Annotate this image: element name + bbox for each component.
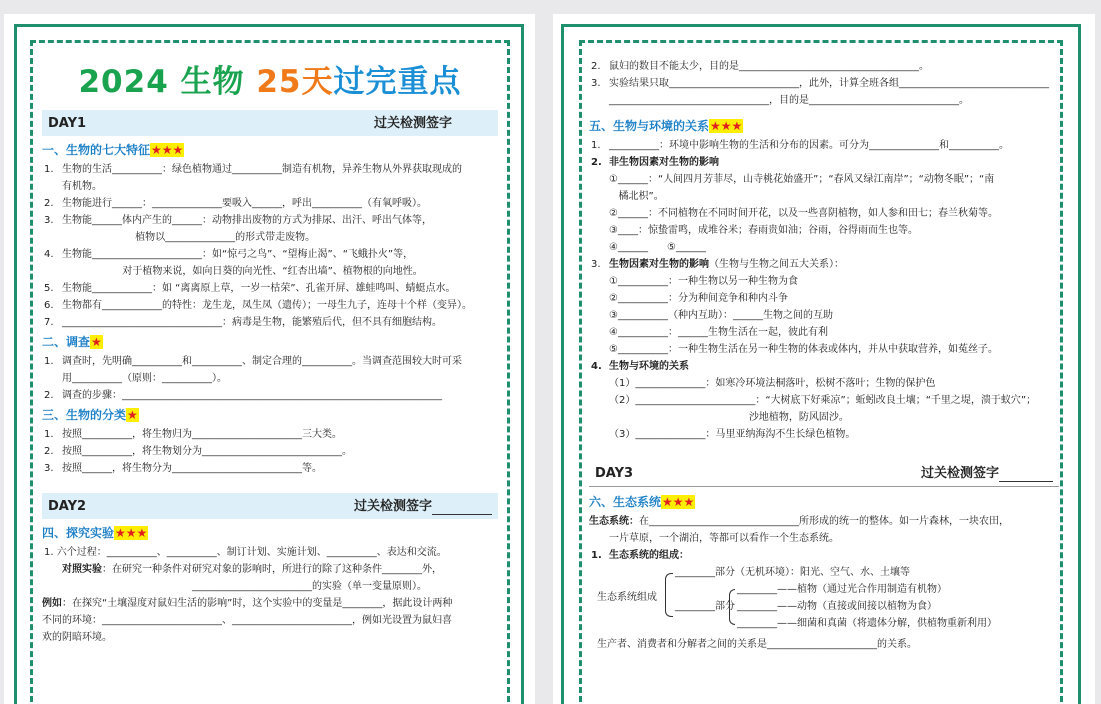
line-text: 生物能______________________：如“惊弓之鸟”、“望梅止渴”、“飞蛾扑火”等， [62,249,414,260]
line-text: 调查的步骤：________________________________________________________________ [62,390,442,401]
sec4-example-line: 欢的阴暗环境。 [42,632,112,643]
tree-leaf: ________——细菌和真菌（将遗体分解，供植物重新利用） [737,618,997,629]
line-text: 实验结果只取__________________________，此外，计算全班各组______________________________ [609,78,1049,89]
item-number: 1. [44,429,54,440]
title-year: 2024 [78,64,169,100]
list-item [42,314,498,331]
star-rating: ★ [127,408,138,422]
sec4-line [42,561,498,578]
item-number: 3. [591,78,601,89]
line-text: ________________________________：病毒是生物，能繁殖后代，但不具有细胞结构。 [62,317,442,328]
page-1 [4,14,535,704]
line-text: 按照______，将生物分为__________________________等。 [62,463,322,474]
line-text: 生物因素对生物的影响 [609,259,709,270]
day1-header [42,110,498,136]
ecosystem-definition [589,513,1059,530]
tree-leaf: ________——植物（通过光合作用制造有机物） [737,584,947,595]
day3-header [589,461,1059,487]
list-item [42,195,498,212]
line-text: ：在研究一种条件对研究对象的影响时，所进行的除了这种条件________外， [102,564,442,575]
list-item [589,75,1059,92]
line-text: 对于植物来说，如向日葵的向光性、“红杏出墙”、植物根的向地性。 [62,266,423,277]
line-text: 按照__________，将生物划分为____________________________。 [62,446,352,457]
list-item: 橘北枳”。 [609,191,664,202]
section-title: 六、生态系统 [589,495,662,509]
tree-root: 生态系统组成 [597,592,657,603]
line-text: 按照__________，将生物归为______________________三大类。 [62,429,342,440]
bold-term: 对照实验 [62,564,102,575]
section-heading [42,522,498,544]
list-item [589,154,1059,171]
item-number: 4. [44,249,54,260]
item-number: 2. [44,446,54,457]
list-item: ②__________：分为种间竞争和种内斗争 [609,293,788,304]
line-text: 生物都有____________的特性：龙生龙，凤生凤（遗传）；一母生九子，连母十个样（变异）。 [62,300,472,311]
list-item [589,547,1059,564]
list-item: ①______：“人间四月芳菲尽，山寺桃花始盛开”；“春风又绿江南岸”；“动物冬眠”；“南 [609,174,995,185]
document-title [42,58,498,106]
section-title: 二、调查 [42,335,91,349]
line-text: 生物能进行______：______________要吸入______，呼出__________（有氧呼吸）。 [62,198,427,209]
line-text: 用__________（原则：__________）。 [62,373,227,384]
list-item [42,263,498,280]
section-heading [589,115,1059,137]
sign-label: 过关检测签字 [373,115,452,131]
sign-line [999,469,1053,482]
item-number: 2. [591,61,601,72]
page-1-content [42,58,498,646]
line-text: __________：环境中影响生物的生活和分布的因素。可分为______________和__________。 [609,140,1009,151]
section-heading [42,139,498,161]
sign-label: 过关检测签字 [920,466,999,481]
line-text: 鼠妇的数目不能太少，目的是____________________________________。 [609,61,929,72]
item-number: 5. [44,283,54,294]
star-rating: ★ [91,335,102,349]
item-number: 7. [44,317,54,328]
day-label: DAY2 [48,498,87,514]
list-item [42,161,498,178]
list-item [42,426,498,443]
item-number: 1. [44,164,54,175]
line-text: 调查时，先明确__________和__________、制定合理的__________。当调查范围较大时可采 [62,356,462,367]
page-2 [553,14,1095,704]
list-item [42,370,498,387]
environment-list [589,375,1059,443]
list-item [589,358,1059,375]
section-title: 一、生物的七大特征 [42,143,151,157]
list-item: ③__________（种内互助）：______生物之间的互助 [609,310,833,321]
day-label: DAY1 [48,115,87,131]
line-text: 生态系统的组成： [609,550,689,561]
tree-leaf: ________——动物（直接或间接以植物为食） [737,601,937,612]
list-item [42,387,498,404]
item-number: 1. [44,356,54,367]
sec4-example [42,595,498,612]
line-text: 生物能______体内产生的______：动物排出废物的方式为排尿、出汗、呼出气体等， [62,215,432,226]
item-number: 2. [591,157,602,168]
list-item [589,58,1059,75]
relationship-line: 生产者、消费者和分解者之间的关系是______________________的关系。 [597,639,917,650]
section-title: 五、生物与环境的关系 [589,119,710,133]
ecosystem-tree [589,564,1059,636]
section-2-list [42,353,498,404]
star-rating: ★★★ [710,119,743,133]
list-item [42,178,498,195]
item-number: 3. [591,259,601,270]
line-text: ________________________________，目的是______________________________。 [609,95,969,106]
sec4-line: 1. 六个过程：__________、__________、制订计划、实施计划、__________、表达和交流。 [44,547,447,558]
title-subject: 生物 [180,64,245,100]
section-title: 三、生物的分类 [42,408,127,422]
item-number: 3. [44,463,54,474]
line-text: 生物能____________：如 “离离原上草，一岁一枯荣”、孔雀开屏、雄蛙鸣叫、蜻蜓点水。 [62,283,456,294]
list-item [42,246,498,263]
tree-node: ________部分 [675,601,735,612]
item-number: 2. [44,390,54,401]
sec4-example-line: 不同的环境：________________________、________________________，例如光设置为鼠妇喜 [42,615,452,626]
list-item [589,256,1059,273]
section-1-list [42,161,498,331]
line-text: 生物的生活__________：绿色植物通过__________制造有机物，异养生物从外界获取现成的 [62,164,462,175]
page-2-content [589,58,1059,653]
abiotic-list [589,171,1059,256]
title-rest: 过完重点 [333,64,462,100]
title-day: 天 [301,64,334,100]
tree-node: ________部分（无机环境）：阳光、空气、水、土壤等 [675,567,910,578]
star-rating: ★★★ [662,495,695,509]
bold-term: 例如 [42,598,62,609]
list-item: ①__________：一种生物以另一种生物为食 [609,276,798,287]
list-item: ④______ ⑤______ [609,242,707,253]
experiment-list [589,58,1059,109]
item-number: 2. [44,198,54,209]
list-item: ③____：惊蛰雷鸣，成堆谷米；春雨贵如油；谷雨，谷得雨而生也等。 [609,225,918,236]
title-number: 25 [256,64,302,100]
tree-brace [729,589,735,625]
star-rating: ★★★ [151,143,184,157]
list-item: ②______：不同植物在不同时间开花，以及一些喜阴植物，如人参和田七；春兰秋菊等。 [609,208,998,219]
line-text: 植物以______________的形式带走废物。 [62,232,316,243]
list-item: ⑤__________：一种生物生活在另一种生物的体表或体内，并从中获取营养，如菟丝子。 [609,344,998,355]
list-item [42,280,498,297]
list-item: （1）______________：如寒冷环境法桐落叶，松树不落叶；生物的保护色 [609,378,936,389]
day2-header [42,493,498,519]
line-text: 非生物因素对生物的影响 [609,157,719,168]
section-heading [42,331,498,353]
item-number: 1. [591,140,601,151]
item-number: 1. [591,550,602,561]
section-title: 四、探究实验 [42,526,115,540]
ecosystem-definition-line: 一片草原，一个湖泊，等都可以看作一个生态系统。 [609,533,839,544]
bold-term: 生态系统： [589,516,639,527]
section-heading [42,404,498,426]
list-item: 沙地植物，防风固沙。 [609,412,849,423]
list-item [42,297,498,314]
day-label: DAY3 [595,466,634,481]
item-number: 3. [44,215,54,226]
list-item: （3）______________：马里亚纳海沟不生长绿色植物。 [609,429,856,440]
sign-line [432,502,492,515]
line-text: 生物与环境的关系 [609,361,689,372]
list-item [42,443,498,460]
tree-brace [665,573,673,617]
list-item [42,353,498,370]
line-text: 在______________________________所形成的统一的整体。如一片森林，一块农田， [639,516,1009,527]
line-text: 有机物。 [62,181,102,192]
line-text: （生物与生物之间五大关系）： [709,259,844,270]
biotic-list [589,273,1059,358]
line-text: ：在探究“土壤湿度对鼠妇生活的影响”时，这个实验中的变量是________，据此设计两种 [62,598,453,609]
list-item [589,137,1059,154]
list-item [42,212,498,229]
section-heading [589,491,1059,513]
list-item [42,229,498,246]
sec4-line: ________________________的实验（单一变量原则）。 [192,581,427,592]
star-rating: ★★★ [115,526,148,540]
item-number: 4. [591,361,602,372]
list-item: ④__________：______生物生活在一起，彼此有利 [609,327,828,338]
item-number: 6. [44,300,54,311]
section-3-list [42,426,498,477]
list-item [589,92,1059,109]
list-item [42,460,498,477]
sign-label: 过关检测签字 [353,498,432,514]
list-item: （2）________________________：“大树底下好乘凉”；蚯蚓改良土壤；“千里之堤，溃于蚁穴”； [609,395,1037,406]
